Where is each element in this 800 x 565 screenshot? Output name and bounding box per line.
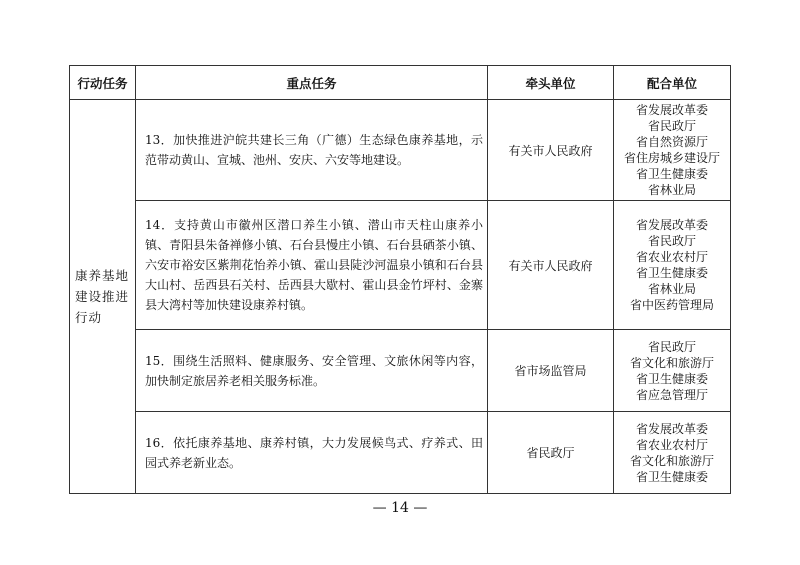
partner-unit: 省卫生健康委 bbox=[635, 371, 708, 386]
table-header-row bbox=[70, 66, 731, 100]
partner-units-cell bbox=[614, 201, 731, 330]
table-row bbox=[70, 201, 731, 330]
partner-unit: 省中医药管理局 bbox=[629, 298, 714, 312]
partner-unit: 省发展改革委 bbox=[635, 218, 708, 232]
key-task-text: 16．依托康养基地、康养村镇，大力发展候鸟式、疗养式、田园式养老新业态。 bbox=[145, 435, 483, 470]
key-task-text: 13．加快推进沪皖共建长三角（广德）生态绿色康养基地，示范带动黄山、宣城、池州、安庆、六安等地建设。 bbox=[145, 133, 483, 167]
header-key-task: 重点任务 bbox=[136, 66, 488, 100]
header-lead-unit: 牵头单位 bbox=[488, 66, 614, 100]
partner-unit: 省民政厅 bbox=[647, 339, 696, 354]
partner-unit: 省民政厅 bbox=[647, 119, 696, 133]
key-task-text: 14．支持黄山市徽州区潜口养生小镇、潜山市天柱山康养小镇、青阳县朱备禅修小镇、石台县慢庄小镇、石台县硒茶小镇、六安市裕安区紫荆花怡养小镇、霍山县陡沙河温泉小镇和石台县大山村、岳西县石关村、岳西县大歇村、霍山县金竹坪村、金寨县大湾村等加快建设康养村镇。 bbox=[145, 218, 483, 312]
key-task-cell bbox=[136, 100, 488, 201]
partner-unit: 省卫生健康委 bbox=[635, 469, 708, 484]
action-task-text: 康养基地建设推进行动 bbox=[75, 268, 130, 325]
partner-units-cell bbox=[614, 330, 731, 412]
partner-unit: 省农业农村厅 bbox=[635, 437, 708, 452]
header-action-task: 行动任务 bbox=[70, 66, 136, 100]
key-task-text: 15．围绕生活照料、健康服务、安全管理、文旅休闲等内容，加快制定旅居养老相关服务标准。 bbox=[145, 353, 483, 388]
partner-unit: 省文化和旅游厅 bbox=[629, 453, 714, 468]
partner-unit: 省农业农村厅 bbox=[635, 250, 708, 264]
partner-unit: 省林业局 bbox=[647, 183, 696, 197]
partner-unit: 省应急管理厅 bbox=[635, 387, 708, 402]
partner-unit: 省文化和旅游厅 bbox=[629, 355, 714, 370]
page-number: — 14 — bbox=[372, 500, 428, 516]
table-row bbox=[70, 412, 731, 494]
key-task-cell bbox=[136, 330, 488, 412]
table-row bbox=[70, 100, 731, 201]
partner-unit: 省民政厅 bbox=[647, 234, 696, 248]
lead-unit-cell: 省民政厅 bbox=[488, 412, 614, 494]
partner-unit: 省发展改革委 bbox=[635, 421, 708, 436]
partner-units-cell bbox=[614, 100, 731, 201]
partner-unit: 省卫生健康委 bbox=[635, 167, 708, 181]
partner-unit: 省住房城乡建设厅 bbox=[623, 151, 720, 165]
partner-unit: 省发展改革委 bbox=[635, 103, 708, 117]
lead-unit-cell: 省市场监管局 bbox=[488, 330, 614, 412]
partner-units-cell bbox=[614, 412, 731, 494]
partner-unit: 省卫生健康委 bbox=[635, 266, 708, 280]
partner-unit: 省自然资源厅 bbox=[635, 135, 708, 149]
lead-unit-cell: 有关市人民政府 bbox=[488, 100, 614, 201]
table-row bbox=[70, 330, 731, 412]
key-task-cell bbox=[136, 201, 488, 330]
lead-unit-cell: 有关市人民政府 bbox=[488, 201, 614, 330]
task-table bbox=[69, 65, 731, 494]
action-task-cell bbox=[70, 100, 136, 494]
key-task-cell bbox=[136, 412, 488, 494]
partner-unit: 省林业局 bbox=[647, 282, 696, 296]
header-partner-units: 配合单位 bbox=[614, 66, 731, 100]
